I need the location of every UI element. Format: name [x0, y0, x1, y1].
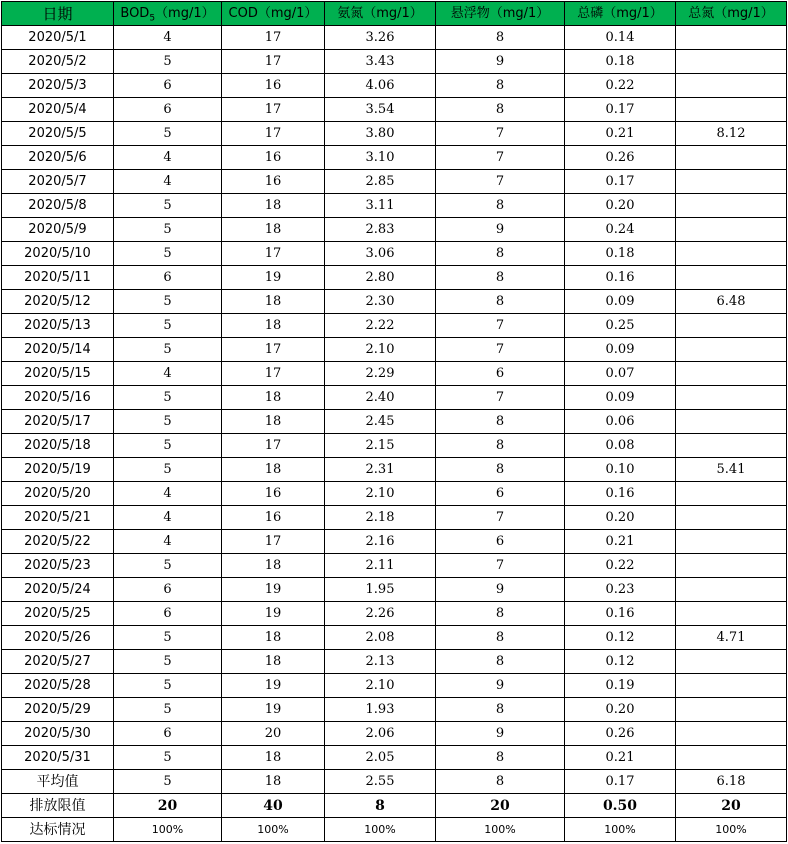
compliance-label: 达标情况 [2, 818, 114, 842]
cell-bod: 5 [114, 410, 222, 434]
cell-nh3n: 2.16 [325, 530, 436, 554]
compliance-tp: 100% [565, 818, 676, 842]
limit-ss: 20 [436, 794, 565, 818]
compliance-row [2, 818, 787, 842]
cell-cod: 18 [222, 218, 325, 242]
cell-bod: 5 [114, 290, 222, 314]
cell-tp: 0.18 [565, 50, 676, 74]
cell-nh3n: 2.13 [325, 650, 436, 674]
cell-date: 2020/5/16 [2, 386, 114, 410]
cell-ss: 8 [436, 194, 565, 218]
table-row [2, 50, 787, 74]
table-row [2, 194, 787, 218]
cell-bod: 6 [114, 602, 222, 626]
cell-tp: 0.22 [565, 554, 676, 578]
cell-tn [676, 386, 787, 410]
cell-tn [676, 506, 787, 530]
average-cod: 18 [222, 770, 325, 794]
cell-tp: 0.12 [565, 626, 676, 650]
cell-tp: 0.21 [565, 122, 676, 146]
cell-nh3n: 2.29 [325, 362, 436, 386]
cell-date: 2020/5/18 [2, 434, 114, 458]
table-row [2, 698, 787, 722]
header-tn: 总氮（mg/1） [676, 2, 787, 26]
average-tp: 0.17 [565, 770, 676, 794]
cell-tp: 0.16 [565, 266, 676, 290]
cell-tp: 0.21 [565, 530, 676, 554]
cell-ss: 8 [436, 290, 565, 314]
cell-tn [676, 74, 787, 98]
cell-tn [676, 242, 787, 266]
cell-cod: 18 [222, 290, 325, 314]
cell-ss: 8 [436, 626, 565, 650]
cell-date: 2020/5/5 [2, 122, 114, 146]
cell-date: 2020/5/6 [2, 146, 114, 170]
cell-ss: 7 [436, 338, 565, 362]
table-row [2, 26, 787, 50]
cell-nh3n: 2.10 [325, 338, 436, 362]
cell-ss: 8 [436, 458, 565, 482]
header-tp: 总磷（mg/1） [565, 2, 676, 26]
cell-tp: 0.21 [565, 746, 676, 770]
cell-cod: 18 [222, 386, 325, 410]
limit-row [2, 794, 787, 818]
cell-ss: 9 [436, 50, 565, 74]
cell-tn: 6.48 [676, 290, 787, 314]
table-summary [2, 770, 787, 842]
cell-cod: 17 [222, 122, 325, 146]
cell-tn [676, 98, 787, 122]
cell-ss: 8 [436, 74, 565, 98]
cell-tn: 4.71 [676, 626, 787, 650]
cell-tp: 0.19 [565, 674, 676, 698]
cell-nh3n: 2.30 [325, 290, 436, 314]
cell-cod: 17 [222, 434, 325, 458]
cell-bod: 6 [114, 98, 222, 122]
cell-date: 2020/5/21 [2, 506, 114, 530]
cell-cod: 19 [222, 602, 325, 626]
cell-cod: 16 [222, 146, 325, 170]
cell-cod: 16 [222, 506, 325, 530]
cell-date: 2020/5/26 [2, 626, 114, 650]
cell-bod: 5 [114, 386, 222, 410]
table-row [2, 146, 787, 170]
cell-tp: 0.06 [565, 410, 676, 434]
cell-tp: 0.20 [565, 506, 676, 530]
cell-nh3n: 2.06 [325, 722, 436, 746]
cell-cod: 16 [222, 170, 325, 194]
cell-ss: 8 [436, 434, 565, 458]
header-bod-sub: 5 [149, 13, 156, 24]
average-tn: 6.18 [676, 770, 787, 794]
cell-date: 2020/5/3 [2, 74, 114, 98]
cell-cod: 19 [222, 266, 325, 290]
cell-bod: 4 [114, 530, 222, 554]
cell-nh3n: 2.45 [325, 410, 436, 434]
cell-date: 2020/5/15 [2, 362, 114, 386]
cell-tp: 0.14 [565, 26, 676, 50]
cell-bod: 5 [114, 746, 222, 770]
cell-date: 2020/5/13 [2, 314, 114, 338]
table-row [2, 386, 787, 410]
cell-cod: 19 [222, 578, 325, 602]
header-row [2, 2, 787, 26]
cell-cod: 17 [222, 338, 325, 362]
cell-tn [676, 314, 787, 338]
cell-cod: 16 [222, 482, 325, 506]
cell-nh3n: 2.85 [325, 170, 436, 194]
average-label: 平均值 [2, 770, 114, 794]
cell-tp: 0.10 [565, 458, 676, 482]
cell-nh3n: 3.26 [325, 26, 436, 50]
cell-ss: 7 [436, 386, 565, 410]
cell-tp: 0.16 [565, 602, 676, 626]
cell-tn [676, 722, 787, 746]
cell-ss: 8 [436, 266, 565, 290]
cell-cod: 18 [222, 650, 325, 674]
cell-ss: 9 [436, 674, 565, 698]
cell-nh3n: 2.08 [325, 626, 436, 650]
cell-bod: 5 [114, 194, 222, 218]
table-row [2, 626, 787, 650]
cell-date: 2020/5/4 [2, 98, 114, 122]
cell-ss: 7 [436, 506, 565, 530]
cell-tn [676, 170, 787, 194]
cell-bod: 4 [114, 362, 222, 386]
cell-ss: 8 [436, 650, 565, 674]
cell-cod: 17 [222, 362, 325, 386]
cell-date: 2020/5/23 [2, 554, 114, 578]
cell-nh3n: 2.40 [325, 386, 436, 410]
cell-ss: 8 [436, 698, 565, 722]
cell-nh3n: 2.05 [325, 746, 436, 770]
cell-ss: 9 [436, 218, 565, 242]
cell-bod: 6 [114, 578, 222, 602]
cell-date: 2020/5/17 [2, 410, 114, 434]
cell-tn: 5.41 [676, 458, 787, 482]
cell-nh3n: 1.93 [325, 698, 436, 722]
cell-date: 2020/5/8 [2, 194, 114, 218]
cell-date: 2020/5/22 [2, 530, 114, 554]
cell-bod: 5 [114, 650, 222, 674]
limit-nh3n: 8 [325, 794, 436, 818]
cell-date: 2020/5/10 [2, 242, 114, 266]
cell-tn [676, 266, 787, 290]
cell-bod: 5 [114, 242, 222, 266]
cell-cod: 17 [222, 98, 325, 122]
cell-nh3n: 3.11 [325, 194, 436, 218]
cell-date: 2020/5/14 [2, 338, 114, 362]
cell-date: 2020/5/20 [2, 482, 114, 506]
cell-tp: 0.17 [565, 98, 676, 122]
cell-tp: 0.22 [565, 74, 676, 98]
cell-nh3n: 3.80 [325, 122, 436, 146]
cell-bod: 4 [114, 26, 222, 50]
cell-cod: 18 [222, 746, 325, 770]
cell-ss: 6 [436, 482, 565, 506]
cell-ss: 8 [436, 602, 565, 626]
cell-cod: 18 [222, 410, 325, 434]
cell-tn [676, 746, 787, 770]
cell-ss: 7 [436, 554, 565, 578]
cell-bod: 5 [114, 338, 222, 362]
cell-tp: 0.25 [565, 314, 676, 338]
limit-tn: 20 [676, 794, 787, 818]
cell-cod: 18 [222, 554, 325, 578]
cell-nh3n: 2.83 [325, 218, 436, 242]
cell-bod: 5 [114, 554, 222, 578]
header-ss: 悬浮物（mg/1） [436, 2, 565, 26]
cell-cod: 16 [222, 74, 325, 98]
cell-tn [676, 698, 787, 722]
cell-ss: 9 [436, 578, 565, 602]
cell-cod: 18 [222, 458, 325, 482]
cell-nh3n: 3.10 [325, 146, 436, 170]
cell-date: 2020/5/2 [2, 50, 114, 74]
limit-tp: 0.50 [565, 794, 676, 818]
table-body [2, 26, 787, 770]
compliance-tn: 100% [676, 818, 787, 842]
cell-cod: 19 [222, 674, 325, 698]
cell-tn [676, 146, 787, 170]
cell-bod: 4 [114, 506, 222, 530]
cell-tn [676, 194, 787, 218]
cell-tn [676, 578, 787, 602]
water-quality-table [1, 1, 787, 842]
average-nh3n: 2.55 [325, 770, 436, 794]
cell-tn [676, 674, 787, 698]
limit-cod: 40 [222, 794, 325, 818]
cell-tp: 0.26 [565, 146, 676, 170]
cell-nh3n: 3.06 [325, 242, 436, 266]
cell-tn [676, 362, 787, 386]
cell-ss: 6 [436, 362, 565, 386]
cell-nh3n: 2.26 [325, 602, 436, 626]
cell-bod: 5 [114, 698, 222, 722]
limit-bod: 20 [114, 794, 222, 818]
table-row [2, 362, 787, 386]
table-header [2, 2, 787, 26]
table-row [2, 674, 787, 698]
cell-ss: 8 [436, 746, 565, 770]
cell-tn [676, 26, 787, 50]
cell-tn [676, 602, 787, 626]
cell-ss: 7 [436, 314, 565, 338]
header-bod [114, 2, 222, 26]
cell-nh3n: 4.06 [325, 74, 436, 98]
cell-nh3n: 2.10 [325, 674, 436, 698]
table-row [2, 746, 787, 770]
cell-cod: 20 [222, 722, 325, 746]
cell-bod: 6 [114, 266, 222, 290]
table-row [2, 434, 787, 458]
cell-tp: 0.09 [565, 338, 676, 362]
cell-ss: 8 [436, 410, 565, 434]
cell-bod: 5 [114, 626, 222, 650]
compliance-bod: 100% [114, 818, 222, 842]
cell-tp: 0.26 [565, 722, 676, 746]
cell-nh3n: 2.15 [325, 434, 436, 458]
cell-nh3n: 2.31 [325, 458, 436, 482]
cell-cod: 17 [222, 26, 325, 50]
cell-ss: 7 [436, 146, 565, 170]
header-nh3n: 氨氮（mg/1） [325, 2, 436, 26]
table-row [2, 410, 787, 434]
table-row [2, 74, 787, 98]
table-row [2, 458, 787, 482]
cell-tp: 0.12 [565, 650, 676, 674]
average-row [2, 770, 787, 794]
cell-bod: 5 [114, 674, 222, 698]
cell-ss: 6 [436, 530, 565, 554]
cell-date: 2020/5/25 [2, 602, 114, 626]
cell-date: 2020/5/27 [2, 650, 114, 674]
cell-tn [676, 434, 787, 458]
table-row [2, 554, 787, 578]
cell-cod: 17 [222, 50, 325, 74]
table-row [2, 242, 787, 266]
cell-nh3n: 2.18 [325, 506, 436, 530]
cell-date: 2020/5/19 [2, 458, 114, 482]
cell-nh3n: 2.22 [325, 314, 436, 338]
cell-ss: 7 [436, 122, 565, 146]
cell-ss: 7 [436, 170, 565, 194]
cell-tn [676, 410, 787, 434]
cell-nh3n: 1.95 [325, 578, 436, 602]
cell-cod: 19 [222, 698, 325, 722]
cell-bod: 5 [114, 314, 222, 338]
cell-tn [676, 218, 787, 242]
table-row [2, 578, 787, 602]
cell-date: 2020/5/24 [2, 578, 114, 602]
cell-ss: 8 [436, 242, 565, 266]
table-row [2, 482, 787, 506]
cell-bod: 5 [114, 458, 222, 482]
cell-tn [676, 50, 787, 74]
cell-tn [676, 482, 787, 506]
table-row [2, 650, 787, 674]
cell-nh3n: 2.80 [325, 266, 436, 290]
cell-bod: 5 [114, 50, 222, 74]
average-ss: 8 [436, 770, 565, 794]
table-row [2, 530, 787, 554]
cell-date: 2020/5/7 [2, 170, 114, 194]
cell-cod: 18 [222, 626, 325, 650]
cell-tn: 8.12 [676, 122, 787, 146]
cell-tp: 0.20 [565, 698, 676, 722]
cell-tn [676, 338, 787, 362]
cell-bod: 4 [114, 482, 222, 506]
cell-bod: 6 [114, 722, 222, 746]
cell-bod: 6 [114, 74, 222, 98]
table-row [2, 722, 787, 746]
cell-cod: 18 [222, 194, 325, 218]
average-bod: 5 [114, 770, 222, 794]
cell-bod: 4 [114, 146, 222, 170]
cell-tp: 0.23 [565, 578, 676, 602]
limit-label: 排放限值 [2, 794, 114, 818]
cell-nh3n: 2.10 [325, 482, 436, 506]
header-cod: COD（mg/1） [222, 2, 325, 26]
cell-tn [676, 530, 787, 554]
cell-bod: 5 [114, 122, 222, 146]
cell-tp: 0.07 [565, 362, 676, 386]
table-row [2, 218, 787, 242]
cell-tp: 0.17 [565, 170, 676, 194]
cell-nh3n: 3.54 [325, 98, 436, 122]
cell-nh3n: 3.43 [325, 50, 436, 74]
cell-tp: 0.18 [565, 242, 676, 266]
cell-nh3n: 2.11 [325, 554, 436, 578]
header-bod-prefix: BOD [120, 5, 150, 21]
table-row [2, 290, 787, 314]
table-row [2, 338, 787, 362]
cell-cod: 17 [222, 242, 325, 266]
cell-bod: 5 [114, 434, 222, 458]
cell-bod: 4 [114, 170, 222, 194]
cell-date: 2020/5/29 [2, 698, 114, 722]
cell-date: 2020/5/31 [2, 746, 114, 770]
cell-tn [676, 650, 787, 674]
cell-ss: 8 [436, 98, 565, 122]
cell-date: 2020/5/12 [2, 290, 114, 314]
cell-date: 2020/5/1 [2, 26, 114, 50]
cell-date: 2020/5/11 [2, 266, 114, 290]
header-bod-unit: （mg/1） [155, 5, 215, 21]
cell-tn [676, 554, 787, 578]
cell-tp: 0.16 [565, 482, 676, 506]
cell-cod: 17 [222, 530, 325, 554]
table-row [2, 266, 787, 290]
cell-tp: 0.08 [565, 434, 676, 458]
cell-tp: 0.20 [565, 194, 676, 218]
table-row [2, 98, 787, 122]
table-row [2, 506, 787, 530]
cell-date: 2020/5/28 [2, 674, 114, 698]
table-row [2, 122, 787, 146]
cell-tp: 0.09 [565, 386, 676, 410]
cell-cod: 18 [222, 314, 325, 338]
cell-tp: 0.24 [565, 218, 676, 242]
table-row [2, 602, 787, 626]
header-date: 日期 [2, 2, 114, 26]
table-row [2, 170, 787, 194]
cell-tp: 0.09 [565, 290, 676, 314]
cell-ss: 9 [436, 722, 565, 746]
compliance-nh3n: 100% [325, 818, 436, 842]
compliance-ss: 100% [436, 818, 565, 842]
cell-date: 2020/5/30 [2, 722, 114, 746]
compliance-cod: 100% [222, 818, 325, 842]
table-row [2, 314, 787, 338]
cell-date: 2020/5/9 [2, 218, 114, 242]
cell-ss: 8 [436, 26, 565, 50]
cell-bod: 5 [114, 218, 222, 242]
